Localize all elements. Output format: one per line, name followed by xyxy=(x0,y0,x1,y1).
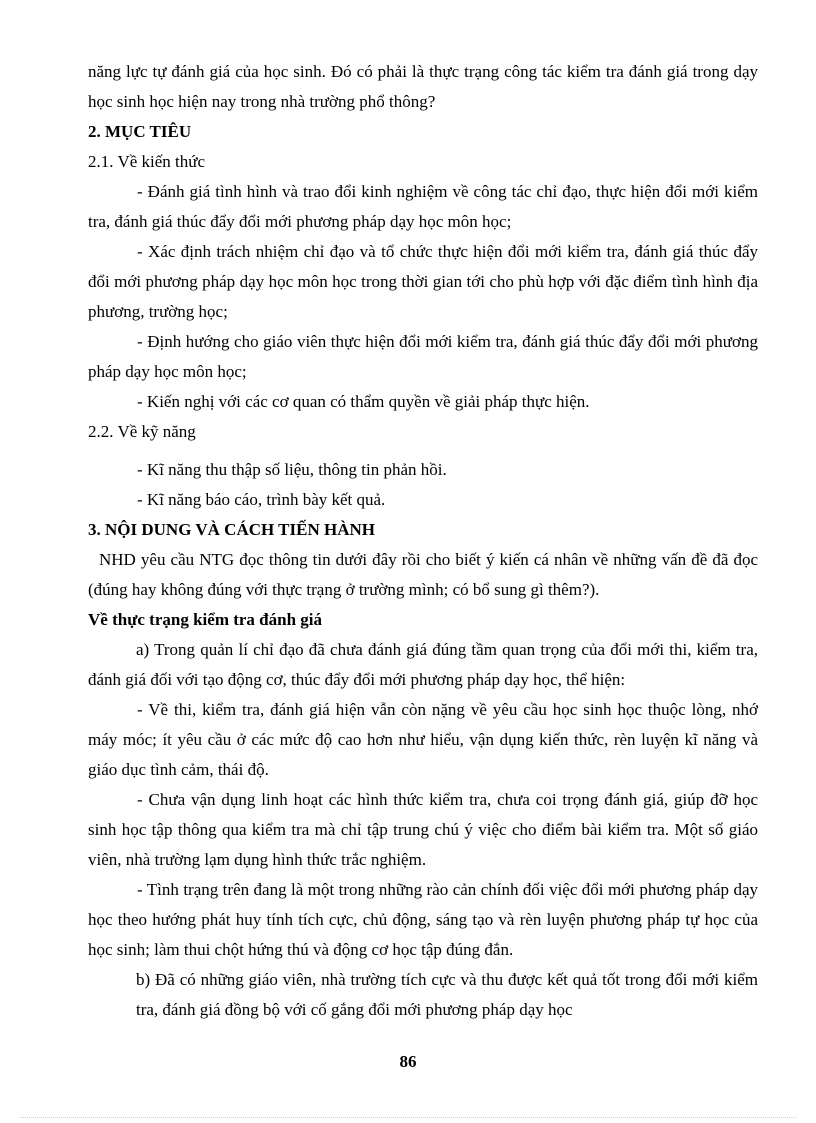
document-body xyxy=(88,57,758,1025)
bullet-knowledge-1: - Đánh giá tình hình và trao đổi kinh nghiệm về công tác chỉ đạo, thực hiện đổi mới kiểm tra, đánh giá thúc đẩy đổi mới phương pháp dạy học môn học; xyxy=(88,182,758,231)
heading-noi-dung: 3. NỘI DUNG VÀ CÁCH TIẾN HÀNH xyxy=(88,520,375,539)
page-number: 86 xyxy=(399,1052,417,1071)
bullet-a-3: - Tình trạng trên đang là một trong những rào cản chính đối việc đổi mới phương pháp dạy học theo hướng phát huy tính tích cực, chủ động, sáng tạo và rèn luyện phương pháp tự học của học sinh; làm thui chột hứng thú và động cơ học tập đúng đắn. xyxy=(88,880,758,959)
page-bottom-divider xyxy=(20,1117,796,1118)
subheading-ky-nang: 2.2. Về kỹ năng xyxy=(88,422,196,441)
bullet-skill-1: - Kĩ năng thu thập số liệu, thông tin phản hồi. xyxy=(137,460,447,479)
paragraph-item-b: b) Đã có những giáo viên, nhà trường tích cực và thu được kết quả tốt trong đổi mới kiểm tra, đánh giá đồng bộ với cố gắng đổi mới phương pháp dạy học xyxy=(136,970,758,1019)
subheading-kien-thuc: 2.1. Về kiến thức xyxy=(88,152,206,171)
bullet-knowledge-2: - Xác định trách nhiệm chỉ đạo và tổ chức thực hiện đổi mới kiểm tra, đánh giá thúc đẩy đổi mới phương pháp dạy học môn học trong thời gian tới cho phù hợp với đặc điểm tình hình địa phương, trường học; xyxy=(88,242,758,321)
bullet-knowledge-4: - Kiến nghị với các cơ quan có thẩm quyền về giải pháp thực hiện. xyxy=(137,392,590,411)
paragraph-intro-continued: năng lực tự đánh giá của học sinh. Đó có phải là thực trạng công tác kiểm tra đánh giá trong dạy học sinh học hiện nay trong nhà trường phổ thông? xyxy=(88,62,758,111)
bullet-a-2: - Chưa vận dụng linh hoạt các hình thức kiểm tra, chưa coi trọng đánh giá, giúp đỡ học sinh học tập thông qua kiểm tra mà chỉ tập trung chú ý việc cho điểm bài kiểm tra. Một số giáo viên, nhà trường lạm dụng hình thức trắc nghiệm. xyxy=(88,790,758,869)
bullet-a-1: - Về thi, kiểm tra, đánh giá hiện vẫn còn nặng về yêu cầu học sinh học thuộc lòng, nhớ máy móc; ít yêu cầu ở các mức độ cao hơn như hiểu, vận dụng kiến thức, rèn luyện kĩ năng và giáo dục tình cảm, thái độ. xyxy=(88,700,758,779)
bullet-skill-2: - Kĩ năng báo cáo, trình bày kết quả. xyxy=(137,490,386,509)
bullet-knowledge-3: - Định hướng cho giáo viên thực hiện đổi mới kiểm tra, đánh giá thúc đẩy đổi mới phương pháp dạy học môn học; xyxy=(88,332,758,381)
heading-muc-tieu: 2. MỤC TIÊU xyxy=(88,122,192,141)
paragraph-item-a: a) Trong quản lí chỉ đạo đã chưa đánh giá đúng tầm quan trọng của đổi mới thi, kiểm tra, đánh giá đối với tạo động cơ, thúc đẩy đổi mới phương pháp dạy học, thể hiện: xyxy=(88,640,758,689)
paragraph-instructions: NHD yêu cầu NTG đọc thông tin dưới đây rồi cho biết ý kiến cá nhân về những vấn đề đã đọc (đúng hay không đúng với thực trạng ở trường mình; có bổ sung gì thêm?). xyxy=(88,550,758,599)
heading-thuc-trang: Về thực trạng kiểm tra đánh giá xyxy=(88,610,323,629)
